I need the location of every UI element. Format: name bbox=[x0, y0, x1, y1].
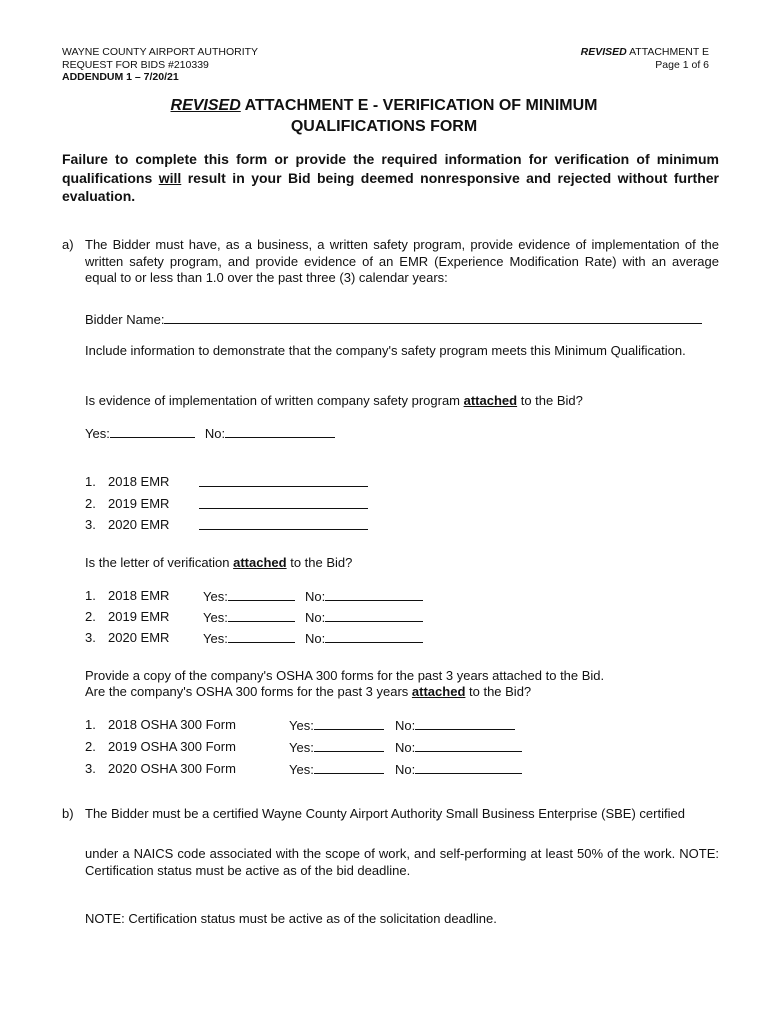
letter-question-post: to the Bid? bbox=[286, 555, 353, 570]
letter-yes-field[interactable] bbox=[228, 630, 295, 643]
header-page-number: Page 1 of 6 bbox=[655, 58, 709, 71]
letter-yes-field[interactable] bbox=[228, 609, 295, 622]
osha-item-yes bbox=[289, 739, 384, 756]
letter-item-num: 2. bbox=[85, 609, 96, 624]
evidence-question-pre: Is evidence of implementation of written company safety program bbox=[85, 393, 464, 408]
header-addendum: ADDENDUM 1 – 7/20/21 bbox=[62, 71, 179, 83]
warning-part1: Failure to complete this form or provide the required information for verification of minimum qualifications bbox=[62, 151, 719, 186]
osha-item-label: 2018 OSHA 300 Form bbox=[108, 717, 236, 732]
title-line2: QUALIFICATIONS FORM bbox=[290, 118, 478, 135]
evidence-yes-field[interactable] bbox=[110, 425, 195, 438]
letter-item-no bbox=[305, 609, 423, 626]
emr-item-field[interactable] bbox=[199, 474, 368, 491]
letter-item-no bbox=[305, 630, 423, 647]
evidence-answer-row bbox=[85, 425, 335, 442]
emr-item bbox=[85, 517, 96, 533]
letter-yes-label: Yes: bbox=[203, 589, 228, 604]
title-revised: REVISED bbox=[170, 97, 241, 114]
letter-item-label: 2018 EMR bbox=[108, 588, 170, 603]
osha-no-label: No: bbox=[395, 740, 416, 755]
bidder-name-label: Bidder Name: bbox=[85, 312, 165, 327]
osha-yes-label: Yes: bbox=[289, 762, 314, 777]
osha-no-label: No: bbox=[395, 762, 416, 777]
osha-yes-label: Yes: bbox=[289, 740, 314, 755]
osha-item-yes bbox=[289, 761, 384, 778]
section-b-text: The Bidder must be a certified Wayne County Airport Authority Small Business Enterprise (SBE) certified bbox=[85, 806, 685, 821]
osha-item-no bbox=[395, 761, 522, 778]
header-revised: REVISED bbox=[580, 46, 627, 58]
form-title bbox=[62, 95, 706, 137]
section-a-text: The Bidder must have, as a business, a written safety program, provide evidence of implementation of the written safety program, and provide evidence of an EMR (Experience Modification Rate) with an average equal to or less than 1.0 over the past three (3) calendar years: bbox=[85, 237, 719, 285]
letter-question bbox=[85, 555, 352, 571]
letter-no-field[interactable] bbox=[325, 609, 423, 622]
letter-item-label: 2019 EMR bbox=[108, 609, 170, 624]
evidence-no-field[interactable] bbox=[225, 425, 335, 438]
emr-item-num: 1. bbox=[85, 474, 96, 489]
header-attachment-label: ATTACHMENT E bbox=[626, 46, 709, 58]
osha-item-label: 2020 OSHA 300 Form bbox=[108, 761, 236, 776]
include-info-text: Include information to demonstrate that the company's safety program meets this Minimum Qualification. bbox=[85, 343, 686, 358]
osha-yes-label: Yes: bbox=[289, 718, 314, 733]
section-b-naics: under a NAICS code associated with the scope of work, and self-performing at least 50% of the work. NOTE: Certification status must be active as of the bid deadline. bbox=[85, 846, 719, 878]
header-left bbox=[62, 46, 258, 84]
evidence-question-post: to the Bid? bbox=[517, 393, 583, 408]
osha-no-field[interactable] bbox=[415, 761, 522, 774]
letter-item-yes bbox=[203, 609, 295, 626]
emr-item-label: 2020 EMR bbox=[108, 517, 170, 532]
osha-no-field[interactable] bbox=[415, 739, 522, 752]
section-a-marker: a) bbox=[62, 237, 74, 252]
osha-item-no bbox=[395, 739, 522, 756]
evidence-yes-label: Yes: bbox=[85, 426, 110, 441]
osha-no-field[interactable] bbox=[415, 717, 515, 730]
letter-no-field[interactable] bbox=[325, 588, 423, 601]
letter-no-label: No: bbox=[305, 589, 326, 604]
header-rfb: REQUEST FOR BIDS #210339 bbox=[62, 58, 209, 71]
osha-yes-field[interactable] bbox=[314, 761, 384, 774]
emr-item-num: 3. bbox=[85, 517, 96, 532]
osha-question bbox=[85, 684, 531, 700]
letter-question-pre: Is the letter of verification bbox=[85, 555, 234, 570]
emr-item-field[interactable] bbox=[199, 517, 368, 534]
header-attachment bbox=[581, 46, 709, 59]
osha-question-attached: attached bbox=[411, 684, 466, 699]
letter-no-field[interactable] bbox=[325, 630, 423, 643]
letter-no-label: No: bbox=[305, 631, 326, 646]
osha-no-label: No: bbox=[395, 718, 416, 733]
header-right bbox=[581, 46, 709, 71]
bidder-name-row bbox=[85, 311, 702, 328]
bidder-name-field[interactable] bbox=[164, 311, 702, 324]
letter-item-num: 3. bbox=[85, 630, 96, 645]
letter-item-label: 2020 EMR bbox=[108, 630, 170, 645]
letter-item-yes bbox=[203, 630, 295, 647]
letter-item-num: 1. bbox=[85, 588, 96, 603]
emr-item-label: 2019 EMR bbox=[108, 496, 170, 511]
evidence-question bbox=[85, 393, 583, 409]
warning-part2: result in your Bid being deemed nonresponsive and rejected without further evaluation. bbox=[62, 169, 719, 204]
warning-notice bbox=[62, 150, 719, 206]
osha-yes-field[interactable] bbox=[314, 739, 384, 752]
osha-item-no bbox=[395, 717, 515, 734]
letter-yes-label: Yes: bbox=[203, 610, 228, 625]
emr-item bbox=[85, 496, 96, 512]
emr-item bbox=[85, 474, 96, 490]
osha-item-num: 1. bbox=[85, 717, 96, 732]
section-b-marker: b) bbox=[62, 806, 74, 821]
letter-yes-label: Yes: bbox=[203, 631, 228, 646]
osha-provide-text: Provide a copy of the company's OSHA 300 forms for the past 3 years attached to the Bid. bbox=[85, 668, 605, 683]
osha-item-label: 2019 OSHA 300 Form bbox=[108, 739, 236, 754]
osha-question-pre: Are the company's OSHA 300 forms for the past 3 years bbox=[85, 684, 412, 699]
warning-will: will bbox=[158, 169, 182, 186]
evidence-question-attached: attached bbox=[463, 393, 518, 408]
header-authority: WAYNE COUNTY AIRPORT AUTHORITY bbox=[62, 46, 259, 58]
letter-no-label: No: bbox=[305, 610, 326, 625]
section-b-note: NOTE: Certification status must be active as of the solicitation deadline. bbox=[85, 911, 497, 926]
letter-item-yes bbox=[203, 588, 295, 605]
osha-question-post: to the Bid? bbox=[465, 684, 532, 699]
osha-item-num: 3. bbox=[85, 761, 96, 776]
title-line1: ATTACHMENT E - VERIFICATION OF MINIMUM bbox=[240, 97, 598, 114]
letter-yes-field[interactable] bbox=[228, 588, 295, 601]
emr-item-label: 2018 EMR bbox=[108, 474, 170, 489]
emr-item-field[interactable] bbox=[199, 496, 368, 513]
emr-item-num: 2. bbox=[85, 496, 96, 511]
letter-item-no bbox=[305, 588, 423, 605]
osha-yes-field[interactable] bbox=[314, 717, 384, 730]
osha-item-yes bbox=[289, 717, 384, 734]
osha-item-num: 2. bbox=[85, 739, 96, 754]
letter-question-attached: attached bbox=[233, 555, 287, 570]
evidence-no-label: No: bbox=[204, 426, 226, 441]
